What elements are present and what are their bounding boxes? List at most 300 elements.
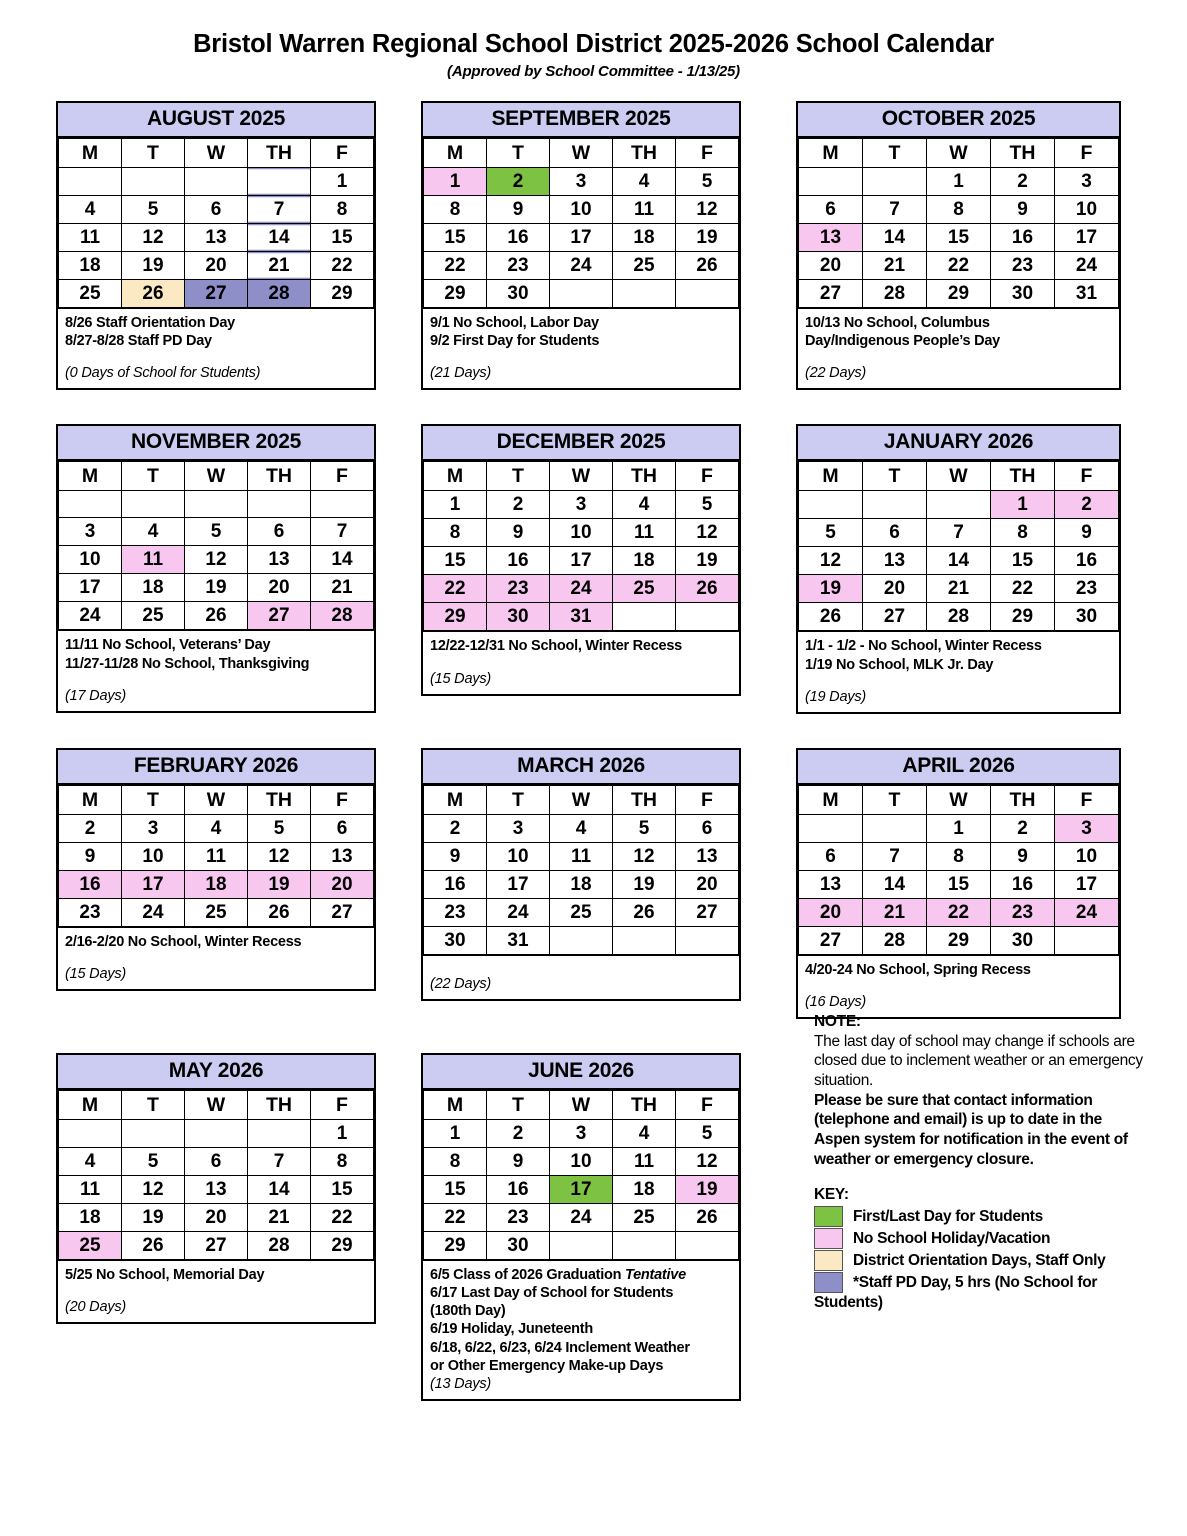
day-cell[interactable]: 10 <box>550 519 613 547</box>
day-cell[interactable]: 5 <box>613 814 676 842</box>
day-cell[interactable]: 18 <box>122 574 185 602</box>
day-cell[interactable]: 23 <box>1055 575 1119 603</box>
day-cell[interactable]: 29 <box>424 603 487 631</box>
day-cell-empty <box>122 491 185 518</box>
day-cell[interactable]: 9 <box>991 196 1055 224</box>
day-cell[interactable]: 26 <box>248 898 311 926</box>
day-cell[interactable]: 6 <box>863 519 927 547</box>
day-cell[interactable]: 30 <box>991 926 1055 954</box>
weekday-header-t: T <box>863 462 927 491</box>
day-cell[interactable]: 25 <box>613 252 676 280</box>
day-cell[interactable]: 18 <box>59 252 122 280</box>
day-cell[interactable]: 24 <box>550 252 613 280</box>
note-spacer <box>805 350 1113 364</box>
day-cell[interactable]: 5 <box>676 168 739 196</box>
day-cell-empty <box>185 168 248 196</box>
month-note-line: 10/13 No School, Columbus <box>805 315 990 332</box>
weekday-header-f: F <box>311 462 374 491</box>
day-cell[interactable]: 5 <box>122 196 185 224</box>
day-cell[interactable]: 3 <box>550 1120 613 1148</box>
day-cell[interactable]: 27 <box>248 602 311 630</box>
day-cell[interactable]: 22 <box>991 575 1055 603</box>
day-cell[interactable]: 15 <box>991 547 1055 575</box>
day-cell[interactable]: 25 <box>122 602 185 630</box>
day-cell[interactable]: 10 <box>1055 842 1119 870</box>
month-title: AUGUST 2025 <box>58 103 374 138</box>
day-cell[interactable]: 9 <box>59 842 122 870</box>
day-cell[interactable]: 5 <box>185 518 248 546</box>
day-cell[interactable]: 10 <box>1055 196 1119 224</box>
day-cell[interactable]: 26 <box>676 575 739 603</box>
day-cell[interactable]: 4 <box>59 1148 122 1176</box>
day-cell[interactable]: 14 <box>863 870 927 898</box>
weekday-header-t: T <box>487 139 550 168</box>
day-cell[interactable]: 12 <box>676 519 739 547</box>
day-cell[interactable]: 6 <box>185 1148 248 1176</box>
day-cell[interactable]: 17 <box>487 870 550 898</box>
day-cell[interactable]: 28 <box>248 280 311 308</box>
day-cell[interactable]: 22 <box>424 575 487 603</box>
day-cell[interactable]: 1 <box>424 168 487 196</box>
day-cell[interactable]: 20 <box>185 1204 248 1232</box>
day-cell[interactable]: 2 <box>424 814 487 842</box>
day-cell[interactable]: 19 <box>676 1176 739 1204</box>
day-cell[interactable]: 6 <box>185 196 248 224</box>
day-cell[interactable]: 7 <box>248 1148 311 1176</box>
day-cell[interactable]: 18 <box>613 547 676 575</box>
key-list <box>814 1206 1144 1293</box>
day-cell[interactable]: 9 <box>424 842 487 870</box>
day-cell-empty <box>122 168 185 196</box>
day-cell[interactable]: 12 <box>122 1176 185 1204</box>
day-cell[interactable]: 5 <box>248 814 311 842</box>
day-cell[interactable]: 27 <box>676 898 739 926</box>
day-cell[interactable]: 28 <box>248 1232 311 1260</box>
weekday-header-t: T <box>863 139 927 168</box>
day-cell[interactable]: 14 <box>311 546 374 574</box>
day-cell[interactable]: 3 <box>1055 814 1119 842</box>
day-cell[interactable]: 27 <box>863 603 927 631</box>
day-cell[interactable]: 24 <box>550 575 613 603</box>
day-cell[interactable]: 17 <box>122 870 185 898</box>
day-cell[interactable]: 15 <box>424 547 487 575</box>
day-cell[interactable]: 8 <box>424 196 487 224</box>
day-cell[interactable]: 20 <box>863 575 927 603</box>
day-cell[interactable]: 19 <box>122 1204 185 1232</box>
day-cell[interactable]: 2 <box>487 491 550 519</box>
day-cell-empty <box>613 926 676 954</box>
month-notes <box>798 308 1119 388</box>
week-row <box>799 519 1119 547</box>
day-cell[interactable]: 2 <box>991 168 1055 196</box>
note-spacer <box>65 350 368 364</box>
day-cell[interactable]: 10 <box>550 1148 613 1176</box>
day-cell[interactable]: 20 <box>248 574 311 602</box>
day-cell[interactable]: 11 <box>185 842 248 870</box>
day-cell[interactable]: 1 <box>424 491 487 519</box>
day-cell[interactable]: 5 <box>676 491 739 519</box>
day-cell[interactable]: 12 <box>122 224 185 252</box>
day-cell[interactable]: 17 <box>59 574 122 602</box>
day-cell[interactable]: 16 <box>991 870 1055 898</box>
day-cell[interactable]: 23 <box>59 898 122 926</box>
day-cell[interactable]: 10 <box>59 546 122 574</box>
day-cell[interactable]: 3 <box>59 518 122 546</box>
month-note-line: 6/17 Last Day of School for Students <box>430 1285 674 1302</box>
day-cell[interactable]: 30 <box>1055 603 1119 631</box>
day-cell[interactable]: 30 <box>487 603 550 631</box>
day-cell[interactable]: 1 <box>927 168 991 196</box>
month-block-january-2026 <box>796 424 1121 713</box>
day-cell[interactable]: 28 <box>863 280 927 308</box>
day-cell[interactable]: 21 <box>248 252 311 280</box>
day-cell[interactable]: 15 <box>311 1176 374 1204</box>
month-day-grid <box>798 461 1119 631</box>
day-cell[interactable]: 6 <box>799 196 863 224</box>
day-cell[interactable]: 28 <box>927 603 991 631</box>
day-cell[interactable]: 10 <box>122 842 185 870</box>
day-cell[interactable]: 21 <box>863 898 927 926</box>
week-row <box>799 842 1119 870</box>
day-cell[interactable]: 21 <box>863 252 927 280</box>
day-cell[interactable]: 30 <box>424 926 487 954</box>
weekday-header-f: F <box>1055 139 1119 168</box>
day-cell[interactable]: 20 <box>185 252 248 280</box>
day-cell[interactable]: 16 <box>59 870 122 898</box>
day-cell[interactable]: 13 <box>185 224 248 252</box>
weekday-header-th: TH <box>248 462 311 491</box>
week-row <box>799 224 1119 252</box>
day-cell[interactable]: 20 <box>311 870 374 898</box>
day-cell[interactable]: 11 <box>613 519 676 547</box>
day-cell[interactable]: 4 <box>550 814 613 842</box>
month-block-may-2026 <box>56 1053 376 1324</box>
day-cell[interactable]: 16 <box>1055 547 1119 575</box>
day-cell[interactable]: 3 <box>550 168 613 196</box>
day-cell[interactable]: 18 <box>59 1204 122 1232</box>
day-cell[interactable]: 6 <box>311 814 374 842</box>
day-cell[interactable]: 29 <box>311 1232 374 1260</box>
day-cell[interactable]: 12 <box>799 547 863 575</box>
month-slot <box>56 748 421 1053</box>
day-cell[interactable]: 18 <box>613 224 676 252</box>
day-cell[interactable]: 15 <box>424 1176 487 1204</box>
day-cell[interactable]: 24 <box>550 1204 613 1232</box>
day-cell[interactable]: 13 <box>676 842 739 870</box>
day-cell[interactable]: 17 <box>1055 870 1119 898</box>
day-cell[interactable]: 28 <box>311 602 374 630</box>
day-cell-empty <box>59 168 122 196</box>
day-cell[interactable]: 8 <box>424 1148 487 1176</box>
day-cell[interactable]: 27 <box>311 898 374 926</box>
day-cell[interactable]: 22 <box>311 1204 374 1232</box>
day-cell[interactable]: 24 <box>487 898 550 926</box>
day-cell[interactable]: 2 <box>991 814 1055 842</box>
day-cell[interactable]: 27 <box>799 926 863 954</box>
day-cell[interactable]: 24 <box>122 898 185 926</box>
day-cell-empty <box>676 1232 739 1260</box>
month-note-line: 11/27-11/28 No School, Thanksgiving <box>65 655 310 672</box>
day-cell-empty <box>927 491 991 519</box>
key-label: District Orientation Days, Staff Only <box>853 1252 1106 1270</box>
day-cell[interactable]: 12 <box>676 196 739 224</box>
day-cell[interactable]: 17 <box>550 1176 613 1204</box>
day-cell[interactable]: 21 <box>248 1204 311 1232</box>
weekday-header-th: TH <box>613 462 676 491</box>
day-cell[interactable]: 14 <box>927 547 991 575</box>
day-cell[interactable]: 3 <box>487 814 550 842</box>
day-cell[interactable]: 22 <box>311 252 374 280</box>
day-cell[interactable]: 29 <box>424 280 487 308</box>
day-cell[interactable]: 19 <box>613 870 676 898</box>
month-day-count: (13 Days) <box>430 1375 492 1392</box>
day-cell[interactable]: 29 <box>927 280 991 308</box>
day-cell[interactable]: 3 <box>122 814 185 842</box>
key-label: First/Last Day for Students <box>853 1208 1043 1226</box>
day-cell[interactable]: 24 <box>1055 898 1119 926</box>
day-cell[interactable]: 30 <box>487 280 550 308</box>
day-cell[interactable]: 9 <box>487 1148 550 1176</box>
month-note-line: 12/22-12/31 No School, Winter Recess <box>430 638 682 655</box>
day-cell[interactable]: 20 <box>799 898 863 926</box>
day-cell[interactable]: 1 <box>311 168 374 196</box>
day-cell[interactable]: 11 <box>122 546 185 574</box>
day-cell[interactable]: 19 <box>185 574 248 602</box>
day-cell[interactable]: 2 <box>59 814 122 842</box>
day-cell[interactable]: 12 <box>676 1148 739 1176</box>
week-row <box>424 870 739 898</box>
day-cell[interactable]: 24 <box>59 602 122 630</box>
day-cell[interactable]: 4 <box>613 168 676 196</box>
day-cell[interactable]: 26 <box>122 280 185 308</box>
month-day-grid <box>58 138 374 308</box>
day-cell[interactable]: 1 <box>311 1120 374 1148</box>
day-cell[interactable]: 23 <box>487 1204 550 1232</box>
day-cell[interactable]: 10 <box>550 196 613 224</box>
week-row <box>799 547 1119 575</box>
week-row <box>424 168 739 196</box>
day-cell[interactable]: 16 <box>487 1176 550 1204</box>
day-cell-empty <box>863 168 927 196</box>
day-cell[interactable]: 23 <box>487 252 550 280</box>
day-cell[interactable]: 4 <box>122 518 185 546</box>
weekday-header-th: TH <box>248 139 311 168</box>
day-cell[interactable]: 1 <box>424 1120 487 1148</box>
day-cell[interactable]: 8 <box>991 519 1055 547</box>
day-cell[interactable]: 24 <box>1055 252 1119 280</box>
day-cell[interactable]: 22 <box>927 898 991 926</box>
day-cell[interactable]: 11 <box>550 842 613 870</box>
day-cell[interactable]: 22 <box>424 1204 487 1232</box>
week-row <box>59 546 374 574</box>
day-cell[interactable]: 18 <box>613 1176 676 1204</box>
day-cell[interactable]: 7 <box>248 196 311 224</box>
day-cell[interactable]: 16 <box>487 547 550 575</box>
day-cell[interactable]: 4 <box>185 814 248 842</box>
day-cell[interactable]: 9 <box>487 519 550 547</box>
day-cell[interactable]: 28 <box>863 926 927 954</box>
day-cell[interactable]: 20 <box>676 870 739 898</box>
day-cell[interactable]: 25 <box>59 280 122 308</box>
day-cell[interactable]: 14 <box>248 224 311 252</box>
day-cell[interactable]: 16 <box>487 224 550 252</box>
day-cell[interactable]: 7 <box>311 518 374 546</box>
day-cell[interactable]: 8 <box>311 196 374 224</box>
day-cell[interactable]: 6 <box>676 814 739 842</box>
day-cell[interactable]: 21 <box>311 574 374 602</box>
day-cell[interactable]: 26 <box>122 1232 185 1260</box>
day-cell[interactable]: 18 <box>185 870 248 898</box>
day-cell[interactable]: 19 <box>248 870 311 898</box>
day-cell[interactable]: 25 <box>613 1204 676 1232</box>
day-cell[interactable]: 31 <box>487 926 550 954</box>
day-cell[interactable]: 17 <box>550 547 613 575</box>
key-swatch-icon <box>814 1228 843 1249</box>
key-row <box>814 1250 1144 1271</box>
day-cell[interactable]: 26 <box>613 898 676 926</box>
day-cell[interactable]: 31 <box>550 603 613 631</box>
day-cell[interactable]: 3 <box>550 491 613 519</box>
day-cell[interactable]: 10 <box>487 842 550 870</box>
day-cell[interactable]: 23 <box>991 252 1055 280</box>
day-cell[interactable]: 29 <box>927 926 991 954</box>
day-cell[interactable]: 22 <box>927 252 991 280</box>
day-cell[interactable]: 15 <box>927 870 991 898</box>
day-cell[interactable]: 13 <box>248 546 311 574</box>
day-cell[interactable]: 6 <box>799 842 863 870</box>
week-row <box>424 1120 739 1148</box>
day-cell[interactable]: 27 <box>799 280 863 308</box>
day-cell[interactable]: 23 <box>424 898 487 926</box>
day-cell[interactable]: 14 <box>863 224 927 252</box>
day-cell[interactable]: 19 <box>799 575 863 603</box>
day-cell[interactable]: 25 <box>185 898 248 926</box>
weekday-header-row <box>424 462 739 491</box>
day-cell[interactable]: 5 <box>122 1148 185 1176</box>
day-cell[interactable]: 11 <box>59 1176 122 1204</box>
day-cell[interactable]: 11 <box>613 1148 676 1176</box>
day-cell[interactable]: 17 <box>1055 224 1119 252</box>
day-cell[interactable]: 4 <box>59 196 122 224</box>
note-spacer <box>430 350 733 364</box>
week-row <box>424 1148 739 1176</box>
weekday-header-row <box>59 1091 374 1120</box>
day-cell[interactable]: 25 <box>550 898 613 926</box>
page-title: Bristol Warren Regional School District 2025-2026 School Calendar <box>193 30 994 58</box>
day-cell[interactable]: 5 <box>799 519 863 547</box>
day-cell[interactable]: 12 <box>613 842 676 870</box>
day-cell[interactable]: 8 <box>424 519 487 547</box>
day-cell[interactable]: 13 <box>863 547 927 575</box>
day-cell[interactable]: 9 <box>487 196 550 224</box>
day-cell[interactable]: 25 <box>59 1232 122 1260</box>
day-cell[interactable]: 11 <box>613 196 676 224</box>
day-cell[interactable]: 11 <box>59 224 122 252</box>
day-cell[interactable]: 12 <box>185 546 248 574</box>
day-cell[interactable]: 4 <box>613 491 676 519</box>
day-cell[interactable]: 19 <box>676 547 739 575</box>
weekday-header-m: M <box>59 785 122 814</box>
day-cell[interactable]: 13 <box>799 870 863 898</box>
day-cell[interactable]: 23 <box>991 898 1055 926</box>
day-cell[interactable]: 8 <box>927 196 991 224</box>
month-notes <box>798 955 1119 1017</box>
day-cell[interactable]: 7 <box>863 196 927 224</box>
day-cell[interactable]: 9 <box>991 842 1055 870</box>
day-cell[interactable]: 17 <box>550 224 613 252</box>
day-cell[interactable]: 6 <box>248 518 311 546</box>
day-cell[interactable]: 13 <box>311 842 374 870</box>
day-cell[interactable]: 27 <box>185 1232 248 1260</box>
month-day-grid <box>423 1090 739 1260</box>
day-cell[interactable]: 18 <box>550 870 613 898</box>
day-cell[interactable]: 30 <box>487 1232 550 1260</box>
day-cell-empty <box>550 280 613 308</box>
week-row <box>59 518 374 546</box>
day-cell[interactable]: 1 <box>991 491 1055 519</box>
day-cell[interactable]: 4 <box>613 1120 676 1148</box>
week-row <box>424 491 739 519</box>
day-cell[interactable]: 9 <box>1055 519 1119 547</box>
day-cell[interactable]: 30 <box>991 280 1055 308</box>
day-cell[interactable]: 20 <box>799 252 863 280</box>
day-cell[interactable]: 7 <box>863 842 927 870</box>
day-cell[interactable]: 19 <box>122 252 185 280</box>
day-cell[interactable]: 7 <box>927 519 991 547</box>
month-day-count: (22 Days) <box>430 975 492 992</box>
day-cell[interactable]: 22 <box>424 252 487 280</box>
day-cell[interactable]: 8 <box>927 842 991 870</box>
day-cell[interactable]: 25 <box>613 575 676 603</box>
day-cell[interactable]: 13 <box>185 1176 248 1204</box>
month-note-line: 9/1 No School, Labor Day <box>430 315 599 332</box>
day-cell[interactable]: 1 <box>927 814 991 842</box>
day-cell[interactable]: 26 <box>185 602 248 630</box>
day-cell[interactable]: 16 <box>991 224 1055 252</box>
month-note-line: (180th Day) <box>430 1303 506 1320</box>
day-cell[interactable]: 26 <box>676 252 739 280</box>
day-cell[interactable]: 26 <box>676 1204 739 1232</box>
day-cell[interactable]: 8 <box>311 1148 374 1176</box>
day-cell[interactable]: 2 <box>1055 491 1119 519</box>
month-slot <box>56 424 421 747</box>
day-cell[interactable]: 15 <box>927 224 991 252</box>
day-cell[interactable]: 27 <box>185 280 248 308</box>
day-cell[interactable]: 29 <box>991 603 1055 631</box>
day-cell[interactable]: 5 <box>676 1120 739 1148</box>
day-cell[interactable]: 15 <box>311 224 374 252</box>
day-cell[interactable]: 23 <box>487 575 550 603</box>
day-cell[interactable]: 19 <box>676 224 739 252</box>
month-day-count: (21 Days) <box>430 365 492 382</box>
key-label: No School Holiday/Vacation <box>853 1230 1051 1248</box>
day-cell[interactable]: 2 <box>487 168 550 196</box>
day-cell[interactable]: 2 <box>487 1120 550 1148</box>
day-cell[interactable]: 15 <box>424 224 487 252</box>
day-cell[interactable]: 21 <box>927 575 991 603</box>
day-cell-empty <box>676 926 739 954</box>
day-cell[interactable]: 13 <box>799 224 863 252</box>
day-cell[interactable]: 3 <box>1055 168 1119 196</box>
day-cell[interactable]: 12 <box>248 842 311 870</box>
day-cell[interactable]: 29 <box>424 1232 487 1260</box>
day-cell[interactable]: 31 <box>1055 280 1119 308</box>
note-spacer <box>430 961 733 975</box>
day-cell[interactable]: 16 <box>424 870 487 898</box>
day-cell[interactable]: 26 <box>799 603 863 631</box>
day-cell[interactable]: 29 <box>311 280 374 308</box>
day-cell[interactable]: 14 <box>248 1176 311 1204</box>
